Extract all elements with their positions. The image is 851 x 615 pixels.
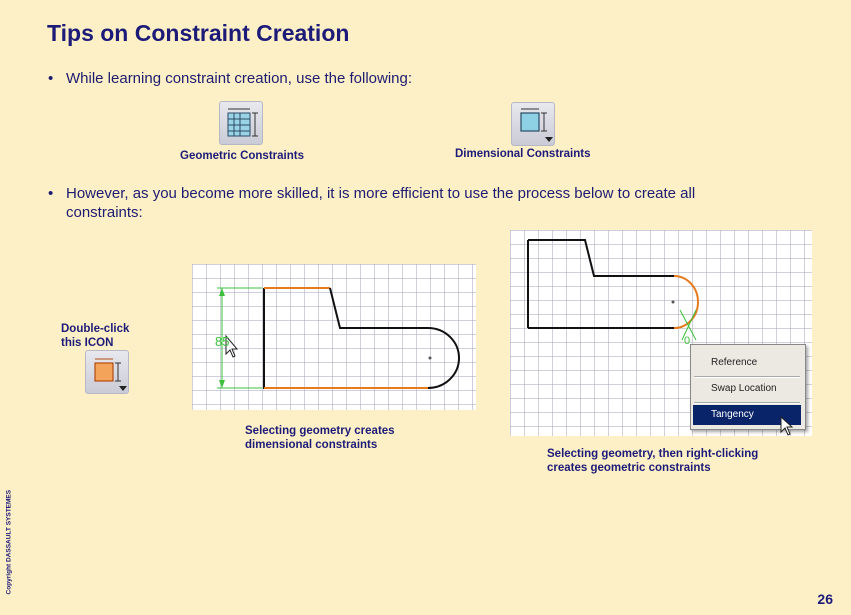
mouse-cursor-icon <box>780 416 794 436</box>
svg-text:0: 0 <box>684 335 691 347</box>
bullet-dot: • <box>48 185 54 202</box>
menu-separator <box>694 376 800 378</box>
page-number: 26 <box>817 591 833 607</box>
dimensional-caption: Selecting geometry creates dimensional constraints <box>245 425 395 451</box>
geometric-caption: Selecting geometry, then right-clicking creates geometric constraints <box>547 448 759 474</box>
double-click-instruction: Double-click this ICON <box>61 323 130 349</box>
menu-item-tangency[interactable]: Tangency <box>693 405 801 425</box>
copyright-notice: Copyright DASSAULT SYSTEMES <box>5 489 13 595</box>
dimensional-sketch-panel[interactable] <box>192 264 476 410</box>
bullet-2 <box>48 184 766 222</box>
sketch-profile <box>192 264 476 410</box>
geometric-constraints-icon[interactable] <box>219 101 263 145</box>
dimension-value: 85 <box>215 334 230 349</box>
bullet-dot: • <box>48 70 54 87</box>
menu-item-swap-location[interactable]: Swap Location <box>711 383 777 394</box>
dimensional-constraints-icon[interactable] <box>511 102 555 146</box>
geometric-constraints-label: Geometric Constraints <box>180 150 304 162</box>
bullet-1-text: While learning constraint creation, use the following: <box>66 70 413 87</box>
menu-item-reference[interactable]: Reference <box>711 357 758 368</box>
slide-title: Tips on Constraint Creation <box>47 20 350 46</box>
menu-separator <box>694 402 800 404</box>
constraint-icon[interactable] <box>85 350 129 394</box>
dimensional-constraints-label: Dimensional Constraints <box>455 148 591 160</box>
bullet-1 <box>48 69 766 88</box>
bullet-2-text: However, as you become more skilled, it is more efficient to use the process below to create all constraints: <box>66 185 696 221</box>
